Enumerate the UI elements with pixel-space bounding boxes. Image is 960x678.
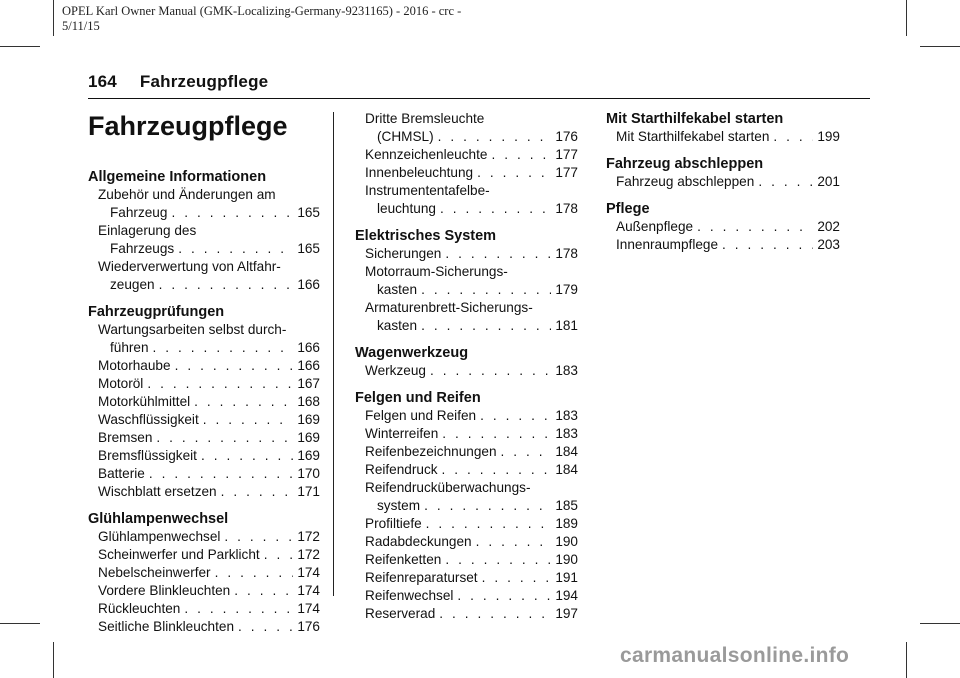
toc-page-number: 166	[297, 277, 320, 292]
toc-entry[interactable]	[88, 375, 320, 393]
toc-entry[interactable]	[355, 182, 578, 218]
toc-entry[interactable]	[355, 479, 578, 515]
leader-dots	[722, 236, 813, 254]
toc-entry-text: Instrumententafelbe-	[365, 183, 490, 198]
leader-dots	[697, 218, 813, 236]
toc-page-number: 203	[817, 237, 840, 252]
toc-page-number: 190	[555, 534, 578, 549]
toc-entry[interactable]	[88, 222, 320, 258]
toc-entry[interactable]	[355, 569, 578, 587]
section-heading: Fahrzeug abschleppen	[606, 156, 764, 172]
toc-entry-text: Mit Starthilfekabel starten	[616, 129, 770, 144]
toc-page-number: 190	[555, 552, 578, 567]
toc-page-number: 185	[555, 498, 578, 513]
leader-dots	[156, 429, 293, 447]
section-heading: Mit Starthilfekabel starten	[606, 111, 784, 127]
crop-mark	[53, 0, 54, 36]
toc-entry-text: Seitliche Blinkleuchten	[98, 619, 235, 634]
section-heading: Allgemeine Informationen	[88, 169, 267, 185]
toc-sections	[355, 110, 578, 623]
toc-page-number: 201	[817, 174, 840, 189]
toc-page-number: 183	[555, 408, 578, 423]
toc-entry[interactable]	[88, 393, 320, 411]
toc-page-number: 178	[555, 201, 578, 216]
toc-entry-text: Motorhaube	[98, 358, 171, 373]
toc-entry[interactable]	[355, 551, 578, 569]
toc-entry-text: Motoröl	[98, 376, 144, 391]
toc-sections	[606, 110, 840, 254]
toc-page-number: 176	[555, 129, 578, 144]
leader-dots	[482, 569, 552, 587]
toc-entry[interactable]	[355, 407, 578, 425]
toc-entry-text: Innenbeleuchtung	[365, 165, 474, 180]
toc-entry-text: Bremsen	[98, 430, 153, 445]
toc-entry-text: Fahrzeugs	[110, 241, 175, 256]
toc-page-number: 202	[817, 219, 840, 234]
toc-page-number: 172	[297, 547, 320, 562]
toc-page-number: 172	[297, 529, 320, 544]
section-heading: Glühlampenwechsel	[88, 511, 229, 527]
header-rule	[88, 98, 870, 99]
leader-dots	[438, 128, 552, 146]
toc-page-number: 178	[555, 246, 578, 261]
leader-dots	[430, 362, 551, 380]
leader-dots	[238, 618, 293, 636]
crop-mark	[0, 46, 40, 47]
toc-entry-text: Innenraumpflege	[616, 237, 719, 252]
toc-entry-text: Reifenbezeichnungen	[365, 444, 497, 459]
toc-entry[interactable]	[606, 173, 840, 191]
toc-entry-text: system	[377, 498, 421, 513]
toc-page-number: 189	[555, 516, 578, 531]
toc-entry[interactable]	[88, 321, 320, 357]
leader-dots	[501, 443, 552, 461]
toc-entry[interactable]	[355, 443, 578, 461]
leader-dots	[224, 528, 293, 546]
leader-dots	[457, 587, 551, 605]
toc-page-number: 191	[555, 570, 578, 585]
toc-entry[interactable]	[88, 357, 320, 375]
toc-page-number: 166	[297, 340, 320, 355]
toc-entry[interactable]	[355, 110, 578, 146]
leader-dots	[424, 497, 551, 515]
toc-entry-text: Profiltiefe	[365, 516, 422, 531]
leader-dots	[201, 447, 293, 465]
toc-entry-text: Reifenketten	[365, 552, 442, 567]
toc-entry[interactable]	[88, 564, 320, 582]
leader-dots	[153, 339, 294, 357]
toc-entry-text: Winterreifen	[365, 426, 439, 441]
toc-entry-text: Bremsflüssigkeit	[98, 448, 197, 463]
toc-entry[interactable]	[355, 263, 578, 299]
section-heading: Felgen und Reifen	[355, 390, 481, 406]
toc-entry[interactable]	[88, 186, 320, 222]
leader-dots	[194, 393, 293, 411]
toc-entry-text: Sicherungen	[365, 246, 442, 261]
toc-entry-text: führen	[110, 340, 149, 355]
toc-page-number: 174	[297, 565, 320, 580]
toc-page-number: 168	[297, 394, 320, 409]
header-section: Fahrzeugpflege	[139, 72, 269, 91]
leader-dots	[234, 582, 293, 600]
toc-entry[interactable]	[606, 128, 840, 146]
toc-entry-text: Reserverad	[365, 606, 436, 621]
toc-entry-text: Batterie	[98, 466, 145, 481]
toc-page-number: 177	[555, 147, 578, 162]
toc-entry-text: Werkzeug	[365, 363, 426, 378]
leader-dots	[480, 407, 551, 425]
toc-entry-text: Felgen und Reifen	[365, 408, 477, 423]
leader-dots	[171, 204, 293, 222]
leader-dots	[426, 515, 552, 533]
document-info	[62, 4, 461, 34]
toc-entry-text: Zubehör und Änderungen am	[98, 187, 276, 202]
section-heading: Elektrisches System	[355, 228, 497, 244]
toc-entry-text: Reifenwechsel	[365, 588, 454, 603]
toc-entry-text: Motorkühlmittel	[98, 394, 191, 409]
toc-column-2	[355, 110, 578, 623]
toc-page-number: 165	[297, 205, 320, 220]
watermark: carmanualsonline.info	[620, 644, 850, 667]
toc-page-number: 181	[555, 318, 578, 333]
toc-entry-text: Fahrzeug	[110, 205, 168, 220]
leader-dots	[477, 164, 551, 182]
leader-dots	[445, 245, 551, 263]
leader-dots	[442, 461, 552, 479]
toc-entry[interactable]	[355, 299, 578, 335]
toc-entry[interactable]	[88, 618, 320, 636]
toc-entry-text: Einlagerung des	[98, 223, 197, 238]
leader-dots	[476, 533, 552, 551]
leader-dots	[178, 240, 293, 258]
page-header	[88, 72, 268, 92]
page-number: 164	[88, 72, 117, 91]
toc-page-number: 184	[555, 462, 578, 477]
toc-entry[interactable]	[355, 587, 578, 605]
leader-dots	[159, 276, 294, 294]
toc-entry-text: kasten	[377, 318, 418, 333]
page-title: Fahrzeugpflege	[88, 111, 288, 141]
section-heading: Wagenwerkzeug	[355, 345, 469, 361]
leader-dots	[147, 375, 293, 393]
leader-dots	[758, 173, 813, 191]
leader-dots	[203, 411, 294, 429]
toc-sections	[88, 168, 320, 636]
toc-entry-text: Reifenreparaturset	[365, 570, 478, 585]
toc-page-number: 179	[555, 282, 578, 297]
toc-page-number: 169	[297, 412, 320, 427]
toc-entry-text: Motorraum-Sicherungs-	[365, 264, 508, 279]
leader-dots	[175, 357, 294, 375]
toc-entry[interactable]	[88, 411, 320, 429]
toc-entry[interactable]	[355, 146, 578, 164]
toc-entry-text: Reifendrucküberwachungs-	[365, 480, 531, 495]
toc-entry[interactable]	[88, 528, 320, 546]
toc-page-number: 174	[297, 601, 320, 616]
toc-entry-text: Dritte Bremsleuchte	[365, 111, 485, 126]
crop-mark	[53, 642, 54, 678]
toc-entry[interactable]	[88, 483, 320, 501]
toc-entry-text: Glühlampenwechsel	[98, 529, 221, 544]
toc-page-number: 176	[297, 619, 320, 634]
crop-mark	[0, 623, 40, 624]
toc-entry-text: Nebelscheinwerfer	[98, 565, 211, 580]
toc-entry-text: Außenpflege	[616, 219, 694, 234]
toc-entry[interactable]	[88, 429, 320, 447]
toc-entry-text: Armaturenbrett-Sicherungs-	[365, 300, 533, 315]
crop-mark	[920, 623, 960, 624]
document-info-line: OPEL Karl Owner Manual (GMK-Localizing-Germany-9231165) - 2016 - crc -	[62, 4, 462, 18]
toc-entry-text: Rückleuchten	[98, 601, 181, 616]
toc-entry[interactable]	[355, 533, 578, 551]
leader-dots	[215, 564, 294, 582]
toc-entry[interactable]	[606, 218, 840, 236]
leader-dots	[773, 128, 813, 146]
toc-page-number: 174	[297, 583, 320, 598]
leader-dots	[491, 146, 551, 164]
leader-dots	[221, 483, 294, 501]
toc-entry-text: Wischblatt ersetzen	[98, 484, 217, 499]
leader-dots	[445, 551, 551, 569]
toc-entry-text: zeugen	[110, 277, 155, 292]
toc-entry[interactable]	[88, 600, 320, 618]
leader-dots	[421, 281, 551, 299]
toc-entry-text: Scheinwerfer und Parklicht	[98, 547, 260, 562]
leader-dots	[264, 546, 294, 564]
leader-dots	[442, 425, 551, 443]
toc-page-number: 166	[297, 358, 320, 373]
toc-page-number: 177	[555, 165, 578, 180]
leader-dots	[149, 465, 293, 483]
toc-entry[interactable]	[88, 546, 320, 564]
toc-entry-text: Vordere Blinkleuchten	[98, 583, 231, 598]
toc-page-number: 169	[297, 448, 320, 463]
leader-dots	[439, 605, 551, 623]
toc-page-number: 194	[555, 588, 578, 603]
toc-page-number: 184	[555, 444, 578, 459]
toc-entry-text: Fahrzeug abschleppen	[616, 174, 755, 189]
toc-entry[interactable]	[88, 465, 320, 483]
toc-entry-text: leuchtung	[377, 201, 436, 216]
toc-entry[interactable]	[88, 258, 320, 294]
toc-entry[interactable]	[88, 447, 320, 465]
toc-page-number: 170	[297, 466, 320, 481]
leader-dots	[440, 200, 551, 218]
crop-mark	[906, 0, 907, 36]
toc-entry[interactable]	[355, 425, 578, 443]
toc-entry[interactable]	[88, 582, 320, 600]
toc-entry-text: Waschflüssigkeit	[98, 412, 199, 427]
toc-entry-text: kasten	[377, 282, 418, 297]
toc-entry[interactable]	[355, 245, 578, 263]
column-divider	[333, 112, 334, 596]
toc-entry-text: Radabdeckungen	[365, 534, 472, 549]
toc-entry-text: (CHMSL)	[377, 129, 434, 144]
toc-entry[interactable]	[355, 461, 578, 479]
toc-page-number: 183	[555, 363, 578, 378]
section-heading: Pflege	[606, 201, 650, 217]
toc-entry-text: Reifendruck	[365, 462, 438, 477]
document-info-line: 5/11/15	[62, 19, 100, 33]
toc-page-number: 167	[297, 376, 320, 391]
toc-column-1	[88, 108, 320, 636]
leader-dots	[184, 600, 293, 618]
section-heading: Fahrzeugprüfungen	[88, 304, 225, 320]
crop-mark	[920, 46, 960, 47]
toc-entry[interactable]	[355, 362, 578, 380]
toc-page-number: 171	[297, 484, 320, 499]
toc-entry[interactable]	[355, 164, 578, 182]
toc-page-number: 165	[297, 241, 320, 256]
toc-page-number: 169	[297, 430, 320, 445]
toc-entry-text: Wartungsarbeiten selbst durch-	[98, 322, 287, 337]
toc-page-number: 199	[817, 129, 840, 144]
toc-column-3	[606, 110, 840, 254]
toc-page-number: 183	[555, 426, 578, 441]
toc-page-number: 197	[555, 606, 578, 621]
toc-entry[interactable]	[355, 605, 578, 623]
leader-dots	[421, 317, 551, 335]
toc-entry-text: Wiederverwertung von Altfahr-	[98, 259, 281, 274]
toc-entry[interactable]	[355, 515, 578, 533]
toc-entry[interactable]	[606, 236, 840, 254]
crop-mark	[906, 642, 907, 678]
toc-entry-text: Kennzeichenleuchte	[365, 147, 488, 162]
